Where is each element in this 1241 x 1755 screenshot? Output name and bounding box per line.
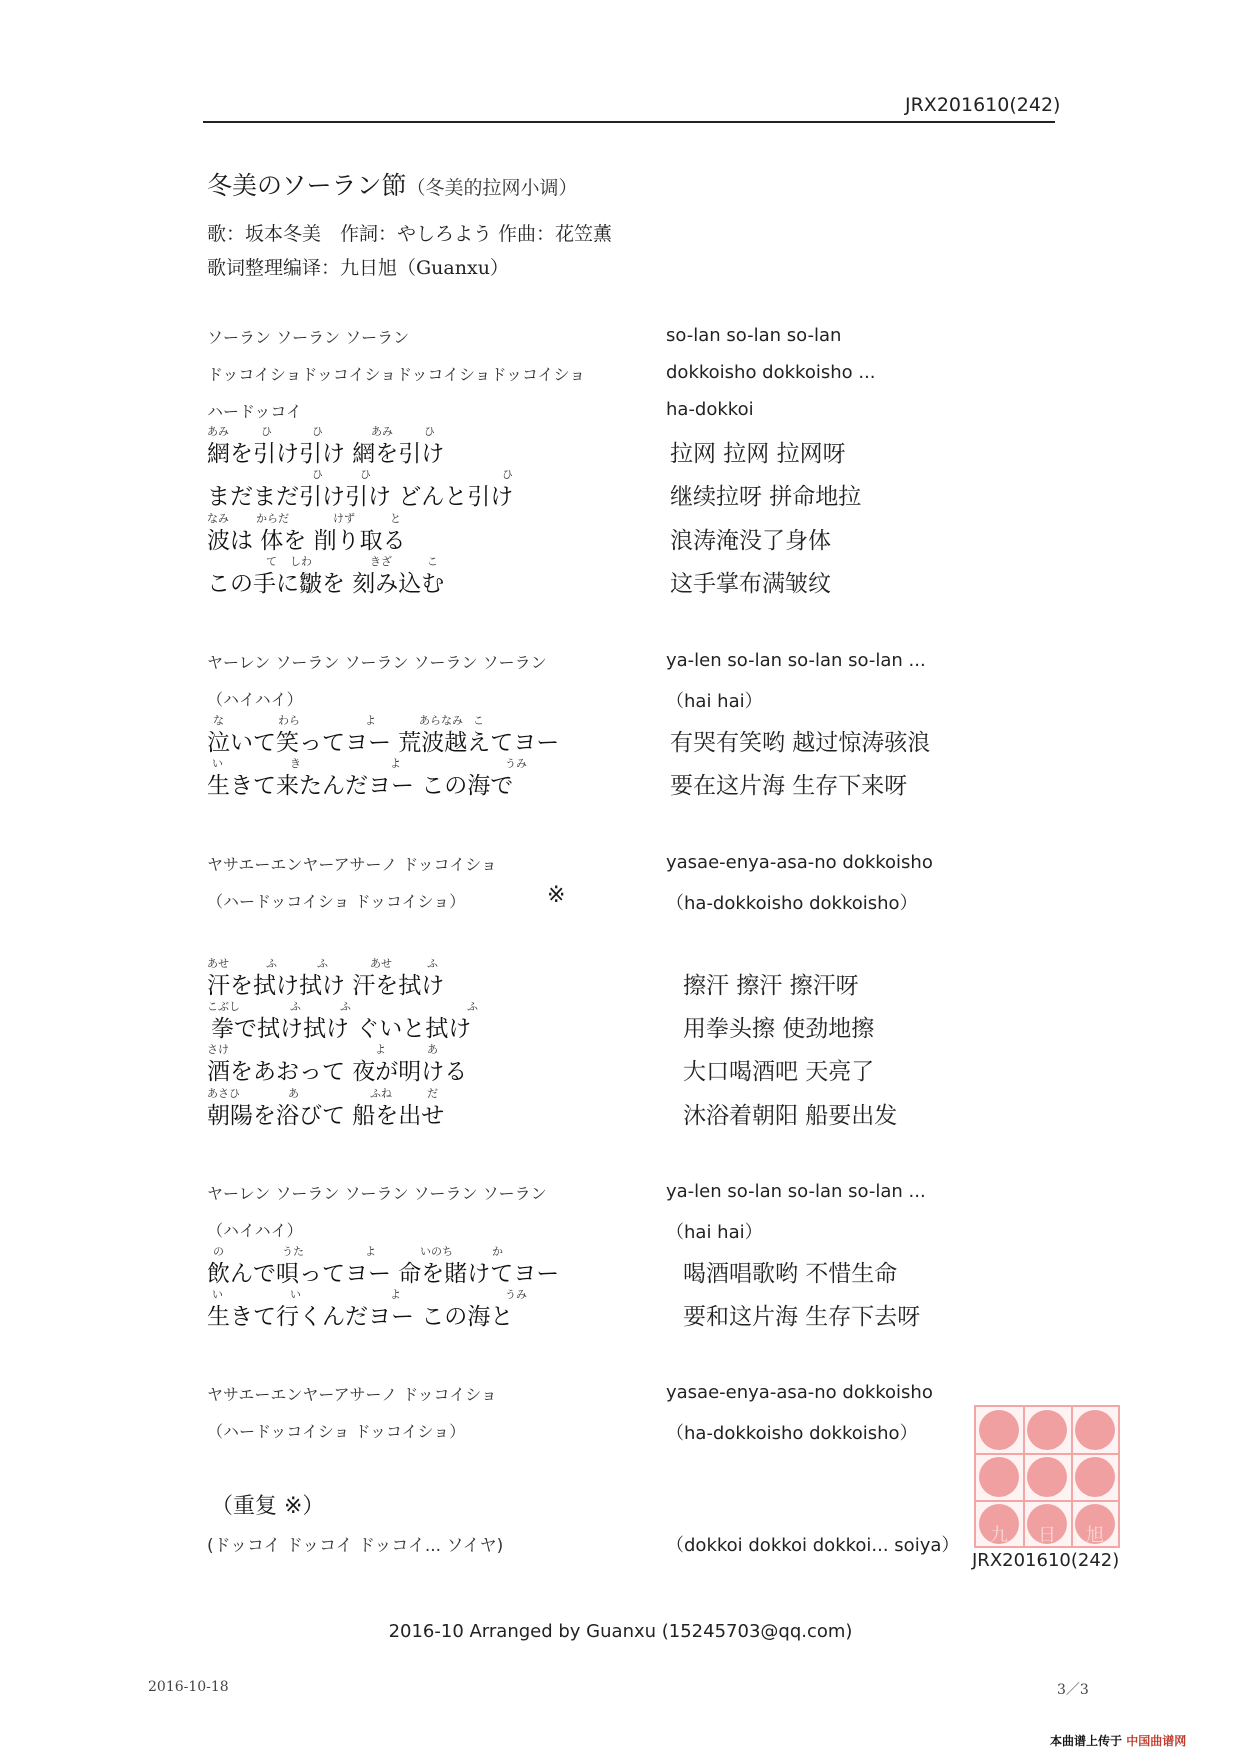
seal-char: 日 — [1038, 1525, 1056, 1546]
seal-char: 旭 — [1086, 1525, 1104, 1546]
furigana: けず — [333, 512, 355, 525]
furigana: ひ — [312, 468, 323, 481]
furigana: ひ — [261, 425, 272, 438]
furigana: こ — [427, 555, 438, 568]
furigana: あみ — [207, 425, 229, 438]
lyric-chinese: 继续拉呀 拼命地拉 — [670, 484, 862, 510]
furigana: ひ — [360, 468, 371, 481]
furigana: あらなみ — [419, 714, 463, 727]
lyric-japanese: この手に皺を 刻み込む — [207, 571, 445, 597]
page-number: 3／3 — [1057, 1682, 1089, 1698]
furigana: か — [492, 1245, 503, 1258]
furigana: あせ — [370, 957, 392, 970]
lyric-romaji: （ha-dokkoisho dokkoisho） — [666, 1423, 918, 1444]
lyric-romaji: （ha-dokkoisho dokkoisho） — [666, 893, 918, 914]
song-title — [207, 166, 578, 202]
lyric-kana: （ハードッコイショ ドッコイショ） — [207, 1422, 466, 1441]
site-logo: 中国曲谱网 — [1126, 1734, 1187, 1748]
furigana: ふ — [467, 1000, 478, 1013]
lyric-chinese: 拉网 拉网 拉网呀 — [670, 441, 846, 467]
lyric-japanese: 生きて行くんだヨー この海と — [207, 1304, 514, 1330]
song-title-sub: （冬美的拉网小调） — [406, 177, 578, 199]
furigana: あさひ — [207, 1087, 240, 1100]
lyric-japanese: 汗を拭け拭け 汗を拭け — [207, 973, 445, 999]
lyric-chinese: 要和这片海 生存下去呀 — [683, 1304, 921, 1330]
lyric-chinese: 要在这片海 生存下来呀 — [670, 773, 908, 799]
furigana: だ — [427, 1087, 438, 1100]
lyric-kana: （ハイハイ） — [207, 1221, 303, 1240]
furigana: な — [213, 714, 224, 727]
lyric-chinese: 沐浴着朝阳 船要出发 — [683, 1103, 898, 1129]
credits-line: 歌：坂本冬美 作詞：やしろよう 作曲：花笠薫 — [207, 223, 613, 245]
lyric-romaji: so-lan so-lan so-lan — [666, 325, 842, 346]
furigana: いのち — [420, 1245, 453, 1258]
furigana: い — [290, 1288, 301, 1301]
lyric-japanese: 拳で拭け拭け ぐいと拭け — [211, 1016, 472, 1042]
furigana: い — [212, 1288, 223, 1301]
furigana: と — [390, 512, 401, 525]
seal-code: JRX201610(242) — [972, 1550, 1120, 1571]
lyric-kana: ヤーレン ソーラン ソーラン ソーラン ソーラン — [207, 653, 547, 672]
furigana: ふ — [340, 1000, 351, 1013]
lyric-japanese: 酒をあおって 夜が明ける — [207, 1059, 468, 1085]
lyric-kana: （ハイハイ） — [207, 690, 303, 709]
furigana: き — [290, 757, 301, 770]
lyric-romaji: （dokkoi dokkoi dokkoi... soiya） — [666, 1535, 960, 1556]
lyric-chinese: 大口喝酒吧 天亮了 — [683, 1059, 875, 1085]
lyric-romaji: ha-dokkoi — [666, 399, 754, 420]
furigana: ふ — [427, 957, 438, 970]
lyric-japanese: 生きて来たんだヨー この海で — [207, 773, 514, 799]
lyric-romaji: yasae-enya-asa-no dokkoisho — [666, 852, 933, 873]
furigana: の — [213, 1245, 224, 1258]
document-code: JRX201610(242) — [905, 94, 1061, 116]
lyric-kana: (ドッコイ ドッコイ ドッコイ... ソイヤ) — [207, 1536, 504, 1556]
lyric-chinese: 擦汗 擦汗 擦汗呀 — [683, 973, 859, 999]
lyric-chinese: 这手掌布满皱纹 — [670, 571, 831, 597]
furigana: からだ — [256, 512, 289, 525]
lyric-chinese: 喝酒唱歌哟 不惜生命 — [683, 1261, 898, 1287]
upload-credit — [1050, 1732, 1186, 1749]
song-title-main: 冬美のソーラン節 — [207, 171, 407, 200]
lyric-kana: ヤーレン ソーラン ソーラン ソーラン ソーラン — [207, 1184, 547, 1203]
furigana: ひ — [424, 425, 435, 438]
lyric-chinese: 浪涛淹没了身体 — [670, 528, 831, 554]
lyric-romaji: ya-len so-lan so-lan so-lan ... — [666, 650, 926, 671]
furigana: こぶし — [207, 1000, 240, 1013]
lyric-japanese: 泣いて笑ってヨー 荒波越えてヨー — [207, 730, 560, 756]
lyric-kana: ドッコイショドッコイショドッコイショドッコイショ — [207, 365, 586, 384]
lyric-romaji: （hai hai） — [666, 1222, 763, 1243]
lyric-japanese: 網を引け引け 網を引け — [207, 441, 445, 467]
translator-line: 歌词整理编译：九日旭（Guanxu） — [207, 257, 509, 279]
furigana: ひ — [502, 468, 513, 481]
furigana: て — [266, 555, 277, 568]
lyric-japanese: まだまだ引け引け どんと引け — [207, 484, 514, 510]
furigana: うみ — [505, 1288, 527, 1301]
lyric-kana: ヤサエーエンヤーアサーノ ドッコイショ — [207, 1385, 497, 1404]
furigana: ひ — [312, 425, 323, 438]
lyric-japanese: 飲んで唄ってヨー 命を賭けてヨー — [207, 1261, 560, 1287]
upload-prefix: 本曲谱上传于 — [1050, 1734, 1123, 1748]
lyric-kana: ヤサエーエンヤーアサーノ ドッコイショ — [207, 855, 497, 874]
lyric-romaji: （hai hai） — [666, 691, 763, 712]
furigana: よ — [365, 1245, 376, 1258]
furigana: よ — [375, 1043, 386, 1056]
furigana: しわ — [290, 555, 312, 568]
furigana: よ — [365, 714, 376, 727]
furigana: こ — [473, 714, 484, 727]
lyric-japanese: 朝陽を浴びて 船を出せ — [207, 1103, 445, 1129]
furigana: ふね — [370, 1087, 392, 1100]
furigana: わら — [278, 714, 300, 727]
furigana: ふ — [266, 957, 277, 970]
repeat-instruction: （重复 ※） — [211, 1494, 325, 1519]
lyric-kana: （ハードッコイショ ドッコイショ） — [207, 892, 466, 911]
furigana: ふ — [290, 1000, 301, 1013]
lyric-chinese: 有哭有笑哟 越过惊涛骇浪 — [670, 730, 931, 756]
furigana: あせ — [207, 957, 229, 970]
lyric-kana: ソーラン ソーラン ソーラン — [207, 328, 410, 347]
furigana: なみ — [207, 512, 229, 525]
lyric-chinese: 用拳头擦 使劲地擦 — [683, 1016, 875, 1042]
furigana: よ — [390, 757, 401, 770]
header-rule — [203, 121, 1055, 123]
print-date: 2016-10-18 — [148, 1679, 229, 1695]
lyric-romaji: ya-len so-lan so-lan so-lan ... — [666, 1181, 926, 1202]
furigana: さけ — [207, 1043, 229, 1056]
lyric-romaji: dokkoisho dokkoisho ... — [666, 362, 876, 383]
furigana: きざ — [370, 555, 392, 568]
lyric-japanese: 波は 体を 削り取る — [207, 528, 406, 554]
furigana: うた — [282, 1245, 304, 1258]
furigana: あ — [427, 1043, 438, 1056]
refrain-mark: ※ — [547, 883, 566, 908]
seal-char: 九 — [990, 1525, 1008, 1546]
lyric-kana: ハードッコイ — [207, 402, 302, 421]
furigana: あ — [288, 1087, 299, 1100]
furigana: あみ — [371, 425, 393, 438]
furigana: うみ — [505, 757, 527, 770]
lyric-romaji: yasae-enya-asa-no dokkoisho — [666, 1382, 933, 1403]
furigana: ふ — [317, 957, 328, 970]
furigana: い — [212, 757, 223, 770]
arranged-by: 2016-10 Arranged by Guanxu (15245703@qq.com) — [388, 1621, 853, 1642]
seal-stamp — [974, 1405, 1120, 1548]
furigana: よ — [390, 1288, 401, 1301]
